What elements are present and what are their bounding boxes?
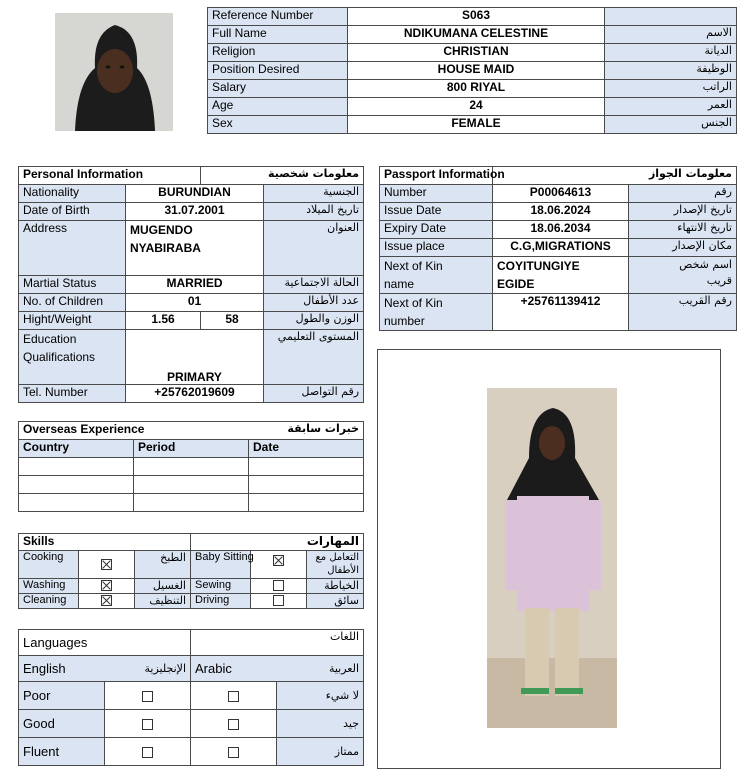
header-label: Reference Number bbox=[208, 8, 348, 26]
unchecked-box-icon bbox=[273, 595, 284, 606]
english-good-checkbox[interactable] bbox=[105, 710, 191, 738]
header-label-ar: الديانة bbox=[605, 44, 737, 62]
col-country: Country bbox=[19, 440, 134, 458]
unchecked-box-icon bbox=[142, 747, 153, 758]
table-row bbox=[19, 476, 364, 494]
skill-driving-checkbox[interactable] bbox=[251, 594, 307, 609]
marital-label-ar: الحالة الاجتماعية bbox=[264, 276, 364, 294]
issue-place-label-ar: مكان الإصدار bbox=[629, 239, 737, 257]
address-line2: NYABIRABA bbox=[130, 241, 201, 255]
skill-cooking-label-ar: الطبخ bbox=[135, 551, 191, 579]
header-label: Salary bbox=[208, 80, 348, 98]
header-label: Full Name bbox=[208, 26, 348, 44]
personal-info-title-ar: معلومات شخصية bbox=[201, 167, 364, 185]
kin-name-ar-line2: قريب bbox=[706, 274, 732, 287]
education-value: PRIMARY bbox=[126, 330, 264, 385]
unchecked-box-icon bbox=[142, 691, 153, 702]
skill-cooking-checkbox[interactable] bbox=[79, 551, 135, 579]
checked-box-icon bbox=[101, 559, 112, 570]
level-fluent-label-ar: ممتاز bbox=[277, 738, 364, 766]
personal-info-table bbox=[18, 166, 364, 403]
kin-name-label-ar bbox=[629, 257, 737, 294]
passport-number-label: Number bbox=[380, 185, 493, 203]
passport-info-title-ar: معلومات الجواز bbox=[493, 167, 737, 185]
skill-driving-label-ar: سائق bbox=[307, 594, 364, 609]
passport-number-label-ar: رقم bbox=[629, 185, 737, 203]
marital-label: Martial Status bbox=[19, 276, 126, 294]
passport-info-table bbox=[379, 166, 737, 331]
kin-name-line2: EGIDE bbox=[497, 277, 535, 291]
skill-cooking-label: Cooking bbox=[19, 551, 79, 579]
header-row bbox=[208, 98, 737, 116]
children-label: No. of Children bbox=[19, 294, 126, 312]
overseas-title: Overseas Experience bbox=[19, 422, 249, 440]
header-label-ar: العمر bbox=[605, 98, 737, 116]
issue-place-value: C.G,MIGRATIONS bbox=[493, 239, 629, 257]
kin-number-label-line1: Next of Kin bbox=[384, 296, 443, 310]
skills-title-ar: المهارات bbox=[191, 534, 364, 551]
skill-babysitting-checkbox[interactable] bbox=[251, 551, 307, 579]
level-good-label-ar: جيد bbox=[277, 710, 364, 738]
unchecked-box-icon bbox=[142, 719, 153, 730]
education-label bbox=[19, 330, 126, 385]
table-cell bbox=[19, 458, 134, 476]
education-label-line1: Education bbox=[23, 332, 77, 346]
kin-name-label-line1: Next of Kin bbox=[384, 259, 443, 273]
arabic-poor-checkbox[interactable] bbox=[191, 682, 277, 710]
header-value: 24 bbox=[348, 98, 605, 116]
english-label: English bbox=[19, 656, 105, 682]
nationality-value: BURUNDIAN bbox=[126, 185, 264, 203]
skill-washing-label: Washing bbox=[19, 579, 79, 594]
nationality-label: Nationality bbox=[19, 185, 126, 203]
height-value: 1.56 bbox=[126, 312, 201, 330]
issue-place-label: Issue place bbox=[380, 239, 493, 257]
tel-value: +25762019609 bbox=[126, 385, 264, 403]
address-line1: MUGENDO bbox=[130, 223, 193, 237]
skill-cleaning-checkbox[interactable] bbox=[79, 594, 135, 609]
checked-box-icon bbox=[101, 580, 112, 591]
unchecked-box-icon bbox=[228, 719, 239, 730]
level-good-label: Good bbox=[19, 710, 105, 738]
skill-washing-checkbox[interactable] bbox=[79, 579, 135, 594]
skill-babysitting-label: Baby Sitting bbox=[191, 551, 251, 579]
skill-sewing-label: Sewing bbox=[191, 579, 251, 594]
table-cell bbox=[134, 494, 249, 512]
skill-cleaning-label-ar: التنظيف bbox=[135, 594, 191, 609]
education-label-ar: المستوى التعليمي bbox=[264, 330, 364, 385]
children-label-ar: عدد الأطفال bbox=[264, 294, 364, 312]
issue-date-value: 18.06.2024 bbox=[493, 203, 629, 221]
skill-cleaning-label: Cleaning bbox=[19, 594, 79, 609]
header-label: Religion bbox=[208, 44, 348, 62]
overseas-experience-table bbox=[18, 421, 364, 512]
tel-label-ar: رقم التواصل bbox=[264, 385, 364, 403]
overseas-title-ar: خبرات سابقة bbox=[249, 422, 364, 440]
kin-name-label bbox=[380, 257, 493, 294]
level-poor-label: Poor bbox=[19, 682, 105, 710]
children-value: 01 bbox=[126, 294, 264, 312]
header-label-ar: الاسم bbox=[605, 26, 737, 44]
header-value: CHRISTIAN bbox=[348, 44, 605, 62]
english-label-ar: الإنجليزية bbox=[105, 656, 191, 682]
issue-date-label: Issue Date bbox=[380, 203, 493, 221]
arabic-good-checkbox[interactable] bbox=[191, 710, 277, 738]
tel-label: Tel. Number bbox=[19, 385, 126, 403]
header-row bbox=[208, 62, 737, 80]
dob-value: 31.07.2001 bbox=[126, 203, 264, 221]
header-label: Sex bbox=[208, 116, 348, 134]
header-value: FEMALE bbox=[348, 116, 605, 134]
weight-value: 58 bbox=[201, 312, 264, 330]
hw-label: Hight/Weight bbox=[19, 312, 126, 330]
table-row bbox=[19, 458, 364, 476]
skill-washing-label-ar: الغسيل bbox=[135, 579, 191, 594]
unchecked-box-icon bbox=[273, 580, 284, 591]
header-row bbox=[208, 26, 737, 44]
header-value: HOUSE MAID bbox=[348, 62, 605, 80]
level-fluent-label: Fluent bbox=[19, 738, 105, 766]
kin-number-label-ar: رقم القريب bbox=[629, 294, 737, 331]
kin-name-line1: COYITUNGIYE bbox=[497, 259, 580, 273]
hw-label-ar: الوزن والطول bbox=[264, 312, 364, 330]
expiry-date-label-ar: تاريخ الانتهاء bbox=[629, 221, 737, 239]
table-cell bbox=[19, 476, 134, 494]
header-value: 800 RIYAL bbox=[348, 80, 605, 98]
arabic-fluent-checkbox[interactable] bbox=[191, 738, 277, 766]
header-label-ar: الراتب bbox=[605, 80, 737, 98]
unchecked-box-icon bbox=[228, 747, 239, 758]
header-value: S063 bbox=[348, 8, 605, 26]
skills-table bbox=[18, 533, 364, 609]
skills-title: Skills bbox=[19, 534, 191, 551]
table-cell bbox=[19, 494, 134, 512]
skill-sewing-checkbox[interactable] bbox=[251, 579, 307, 594]
skill-sewing-label-ar: الخياطة bbox=[307, 579, 364, 594]
expiry-date-label: Expiry Date bbox=[380, 221, 493, 239]
full-body-photo bbox=[487, 388, 617, 728]
header-row bbox=[208, 8, 737, 26]
header-label-ar: الجنس bbox=[605, 116, 737, 134]
col-date: Date bbox=[249, 440, 364, 458]
kin-number-label-line2: number bbox=[384, 314, 425, 328]
table-cell bbox=[249, 494, 364, 512]
address-label-ar: العنوان bbox=[264, 221, 364, 276]
english-poor-checkbox[interactable] bbox=[105, 682, 191, 710]
header-table bbox=[207, 7, 737, 134]
education-label-line2: Qualifications bbox=[23, 350, 96, 364]
dob-label-ar: تاريخ الميلاد bbox=[264, 203, 364, 221]
table-row bbox=[19, 494, 364, 512]
full-body-photo-frame bbox=[377, 349, 721, 769]
kin-name-label-line2: name bbox=[384, 277, 415, 291]
marital-value: MARRIED bbox=[126, 276, 264, 294]
header-row bbox=[208, 44, 737, 62]
overseas-header-row bbox=[19, 440, 364, 458]
table-cell bbox=[249, 458, 364, 476]
skill-babysitting-label-ar: التعامل مع الأطفال bbox=[307, 551, 364, 579]
col-period: Period bbox=[134, 440, 249, 458]
table-cell bbox=[134, 458, 249, 476]
languages-table bbox=[18, 629, 364, 766]
checked-box-icon bbox=[101, 595, 112, 606]
unchecked-box-icon bbox=[228, 691, 239, 702]
nationality-label-ar: الجنسية bbox=[264, 185, 364, 203]
level-poor-label-ar: لا شيء bbox=[277, 682, 364, 710]
kin-name-value bbox=[493, 257, 629, 294]
table-cell bbox=[249, 476, 364, 494]
kin-number-value: +25761139412 bbox=[493, 294, 629, 331]
passport-info-title: Passport Information bbox=[380, 167, 493, 185]
header-label: Age bbox=[208, 98, 348, 116]
dob-label: Date of Birth bbox=[19, 203, 126, 221]
portrait-photo bbox=[55, 13, 173, 131]
issue-date-label-ar: تاريخ الإصدار bbox=[629, 203, 737, 221]
skill-driving-label: Driving bbox=[191, 594, 251, 609]
kin-number-label bbox=[380, 294, 493, 331]
header-row bbox=[208, 116, 737, 134]
header-value: NDIKUMANA CELESTINE bbox=[348, 26, 605, 44]
arabic-label: Arabic bbox=[191, 656, 277, 682]
personal-info-title: Personal Information bbox=[19, 167, 201, 185]
header-label-ar bbox=[605, 8, 737, 26]
header-row bbox=[208, 80, 737, 98]
kin-name-ar-line1: اسم شخص bbox=[679, 258, 732, 271]
english-fluent-checkbox[interactable] bbox=[105, 738, 191, 766]
address-label: Address bbox=[19, 221, 126, 276]
expiry-date-value: 18.06.2034 bbox=[493, 221, 629, 239]
passport-number-value: P00064613 bbox=[493, 185, 629, 203]
arabic-label-ar: العربية bbox=[277, 656, 364, 682]
address-value bbox=[126, 221, 264, 276]
header-label: Position Desired bbox=[208, 62, 348, 80]
languages-title-ar: اللغات bbox=[191, 630, 364, 656]
table-cell bbox=[134, 476, 249, 494]
languages-title: Languages bbox=[19, 630, 191, 656]
header-label-ar: الوظيفة bbox=[605, 62, 737, 80]
checked-box-icon bbox=[273, 555, 284, 566]
